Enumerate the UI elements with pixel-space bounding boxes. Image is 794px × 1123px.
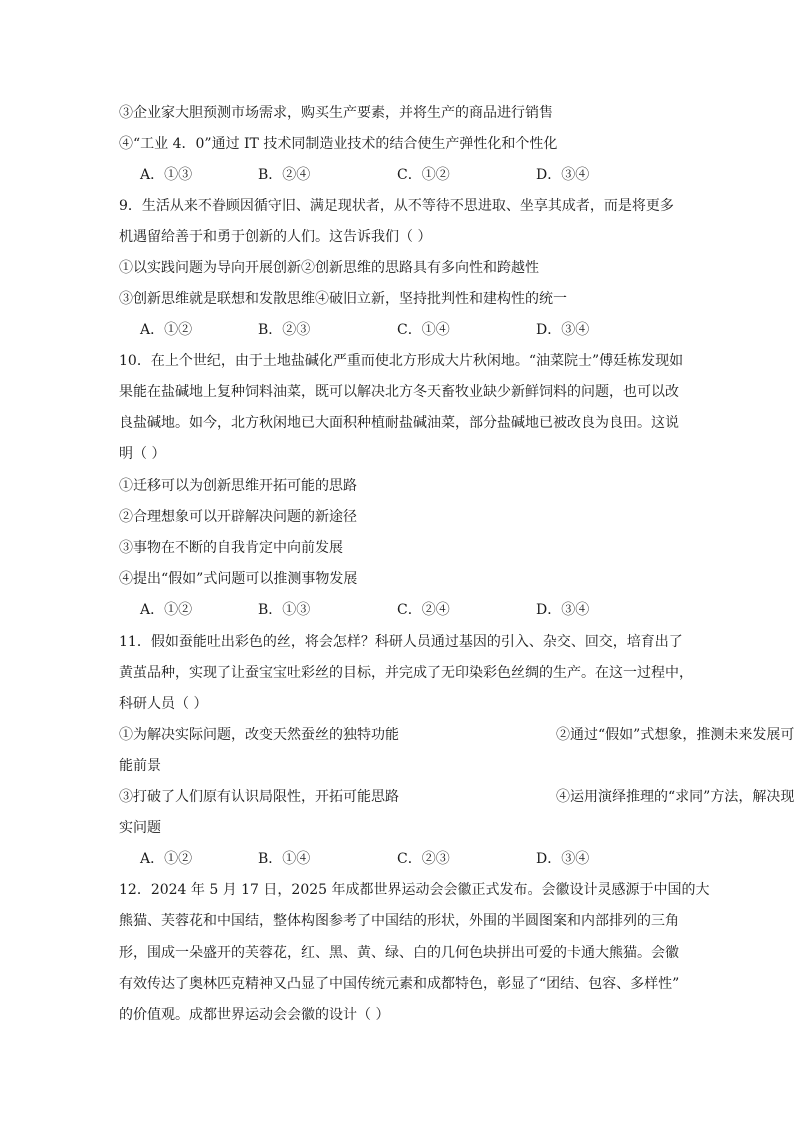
- q11-item-2-cont: 能前景: [119, 758, 161, 774]
- q9-items-line-1: ①以实践问题为导向开展创新②创新思维的思路具有多向性和跨越性: [119, 260, 539, 276]
- q9-option-d[interactable]: D．③④: [536, 322, 590, 338]
- q11-item-1: ①为解决实际问题，改变天然蚕丝的独特功能: [119, 727, 399, 743]
- q11-option-c[interactable]: C．②③: [397, 851, 450, 867]
- q11-item-2: ②通过“假如”式想象，推测未来发展可: [556, 727, 794, 743]
- q10-stem-line-4: 明（ ）: [119, 446, 166, 462]
- q12-stem-line-4: 有效传达了奥林匹克精神又凸显了中国传统元素和成都特色，彰显了“团结、包容、多样性”: [119, 976, 680, 992]
- option-statement-3: ③企业家大胆预测市场需求，购买生产要素，并将生产的商品进行销售: [119, 105, 553, 121]
- q10-item-1: ①迁移可以为创新思维开拓可能的思路: [119, 478, 357, 494]
- q11-stem-line-3: 科研人员（ ）: [119, 696, 208, 712]
- q11-option-a[interactable]: A．①②: [140, 851, 193, 867]
- q10-option-a[interactable]: A．①②: [140, 602, 193, 618]
- q10-item-4: ④提出“假如”式问题可以推测事物发展: [119, 571, 358, 587]
- q11-item-4: ④运用演绎推理的“求同”方法，解决现: [556, 789, 794, 805]
- q12-stem-line-1: 12．2024 年 5 月 17 日，2025 年成都世界运动会会徽正式发布。会徽设计灵感源于中国的大: [119, 882, 710, 898]
- q11-stem-line-1: 11．假如蚕能吐出彩色的丝，将会怎样？科研人员通过基因的引入、杂交、回交，培育出了: [119, 634, 683, 650]
- q10-item-2: ②合理想象可以开辟解决问题的新途径: [119, 509, 357, 525]
- q9-option-c[interactable]: C．①④: [397, 322, 450, 338]
- q10-option-b[interactable]: B．①③: [258, 602, 311, 618]
- q12-stem-line-5: 的价值观。成都世界运动会会徽的设计（ ）: [119, 1007, 390, 1023]
- q10-stem-line-3: 良盐碱地。如今，北方秋闲地已大面积种植耐盐碱油菜，部分盐碱地已被改良为良田。这说: [119, 415, 679, 431]
- q11-item-3: ③打破了人们原有认识局限性，开拓可能思路: [119, 789, 399, 805]
- option-c[interactable]: C．①②: [397, 167, 450, 183]
- q10-item-3: ③事物在不断的自我肯定中向前发展: [119, 540, 343, 556]
- option-statement-4: ④“工业 4．0”通过 IT 技术同制造业技术的结合使生产弹性化和个性化: [119, 136, 558, 152]
- q11-item-4-cont: 实问题: [119, 820, 161, 836]
- q11-option-d[interactable]: D．③④: [536, 851, 590, 867]
- q11-stem-line-2: 黄茧品种，实现了让蚕宝宝吐彩丝的目标，并完成了无印染彩色丝绸的生产。在这一过程中，: [119, 665, 693, 681]
- q11-items-row-2: [119, 787, 794, 807]
- q12-stem-line-3: 形，围成一朵盛开的芙蓉花，红、黑、黄、绿、白的几何色块拼出可爱的卡通大熊猫。会徽: [119, 945, 679, 961]
- q11-option-b[interactable]: B．①④: [258, 851, 311, 867]
- q9-option-b[interactable]: B．②③: [258, 322, 311, 338]
- q11-items-row-1: [119, 725, 794, 745]
- option-b[interactable]: B．②④: [258, 167, 311, 183]
- option-d[interactable]: D．③④: [536, 167, 590, 183]
- q9-option-a[interactable]: A．①②: [140, 322, 193, 338]
- q10-option-c[interactable]: C．②④: [397, 602, 450, 618]
- q9-stem-line-1: 9．生活从来不眷顾因循守旧、满足现状者，从不等待不思进取、坐享其成者，而是将更多: [119, 198, 674, 214]
- q9-stem-line-2: 机遇留给善于和勇于创新的人们。这告诉我们（ ）: [119, 229, 432, 245]
- q10-stem-line-2: 果能在盐碱地上复种饲料油菜，既可以解决北方冬天畜牧业缺少新鲜饲料的问题，也可以改: [119, 384, 679, 400]
- q9-items-line-2: ③创新思维就是联想和发散思维④破旧立新，坚持批判性和建构性的统一: [119, 291, 567, 307]
- option-a[interactable]: A．①③: [140, 167, 193, 183]
- q12-stem-line-2: 熊猫、芙蓉花和中国结，整体构图参考了中国结的形状，外围的半圆图案和内部排列的三角: [119, 913, 679, 929]
- q10-option-d[interactable]: D．③④: [536, 602, 590, 618]
- q10-stem-line-1: 10．在上个世纪，由于土地盐碱化严重而使北方形成大片秋闲地。“油菜院士”傅廷栋发现如: [119, 353, 684, 369]
